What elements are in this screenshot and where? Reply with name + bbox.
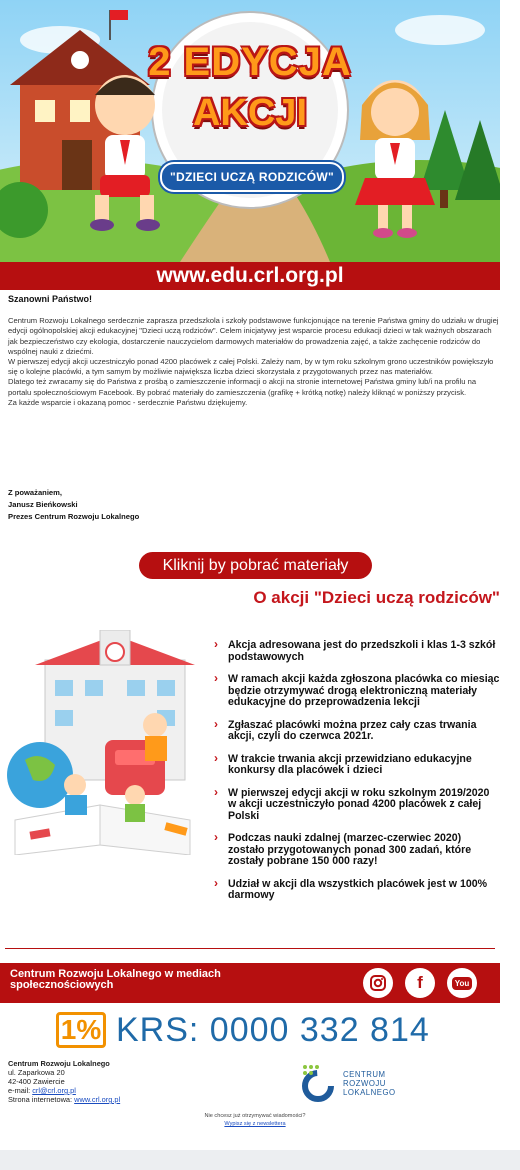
youtube-glyph: You [452,977,473,990]
footer-org-name: Centrum Rozwoju Lokalnego [8,1059,110,1068]
letter-paragraph: Za każde wsparcie i okazaną pomoc - serdecznie Państwu dziękujemy. [8,397,248,407]
letter-paragraph: Dlatego też zwracamy się do Państwa z prośbą o zamieszczenie informacji o akcji na stronie internetowej Państwa gminy lub/i na profilu na portalu społecznościowym Facebook. By pobrać materiały do zamieszczenia (grafikę + krótką notkę) należy kliknąć w poniższy przycisk. [8,377,477,397]
email-label: e-mail: [8,1086,33,1095]
about-title: O akcji "Dzieci uczą rodziców" [253,588,500,607]
section-divider [5,948,495,949]
footer-address [8,1059,120,1104]
letter-paragraph: W pierwszej edycji akcji uczestniczyło ponad 4200 placówek z całej Polski. Zależy nam, by w tym roku szkolnym grono uczestników powiększyło się o kolejne placówki, a tym samym by możliwie największa liczba dzieci skorzystała z przygotowanych przez nas materiałów. [8,357,494,377]
email-link[interactable]: crl@crl.org.pl [32,1086,76,1095]
letter-paragraph: Centrum Rozwoju Lokalnego serdecznie zaprasza przedszkola i szkoły podstawowe funkcjonujące na terenie Państwa gminy do udziału w drugiej edycji ogólnopolskiej akcji edukacyjnej "Dzieci uczą rodziców". Celem inicjatywy jest wsparcie procesu edukacji dzieci w tak ważnych obszarach jak bezpieczeństwo czy ekologia, dostarczenie nauczycielom darmowych materiałów do prowadzenia zajęć, a także zachęcenie rodziców do wspólnej nauki z dziećmi. [8,316,499,356]
greeting: Szanowni Państwo! [8,294,93,304]
sign-off: Z poważaniem, [8,488,63,497]
unsubscribe-question: Nie chcesz już otrzymywać wiadomości? [204,1113,306,1119]
list-item: › Podczas nauki zdalnej (marzec-czerwiec 2020) zostało przygotowanych ponad 300 zadań, które zostały pobrane 150 000 razy! [214,833,500,868]
list-item: › W ramach akcji każda zgłoszona placówka co miesiąc będzie otrzymywać drogą elektroniczną materiały edukacyjne do przeprowadzenia lekcji [214,674,500,709]
school-illustration [5,630,200,855]
signer-title: Prezes Centrum Rozwoju Lokalnego [8,512,140,521]
bottom-strip [0,1150,520,1170]
social-media-label: Centrum Rozwoju Lokalnego w mediach społecznościowych [10,968,221,991]
about-bullet-list [214,640,500,913]
logo-text [343,1070,396,1097]
website-link[interactable]: www.crl.org.pl [74,1095,121,1104]
footer-street: ul. Zaparkowa 20 [8,1068,65,1077]
signer-name: Janusz Bieńkowski [8,500,78,509]
banner-subtitle: "DZIECI UCZĄ RODZICÓW" [160,162,344,192]
unsubscribe-block [140,1112,370,1128]
campaign-url[interactable]: www.edu.crl.org.pl [0,262,500,290]
social-media-bar [0,963,500,1003]
letter-body [8,294,500,408]
instagram-icon[interactable] [363,968,393,998]
logo-text-line: CENTRUM [343,1070,386,1079]
footer-city: 42-400 Zawiercie [8,1077,65,1086]
list-item: › Udział w akcji dla wszystkich placówek jest w 100% darmowy [214,879,500,902]
one-percent-badge: 1% [56,1012,106,1048]
logo-text-line: LOKALNEGO [343,1088,396,1097]
footer-email-row [8,1086,120,1095]
youtube-icon[interactable] [447,968,477,998]
footer-website-row [8,1095,120,1104]
download-materials-button[interactable]: Kliknij by pobrać materiały [139,552,372,579]
list-item: › W pierwszej edycji akcji w roku szkolnym 2019/2020 w akcji uczestniczyło ponad 4200 placówek z całej Polski [214,788,500,823]
banner-title-line2: AKCJI [192,92,308,134]
list-item: › W trakcie trwania akcji przewidziano edukacyjne konkursy dla placówek i dzieci [214,754,500,777]
signature-block [8,487,139,523]
list-item: › Akcja adresowana jest do przedszkoli i klas 1-3 szkół podstawowych [214,640,500,663]
krs-number: KRS: 0000 332 814 [116,1011,430,1049]
website-label: Strona internetowa: [8,1095,75,1104]
list-item: › Zgłaszać placówki można przez cały czas trwania akcji, czyli do czerwca 2021r. [214,720,500,743]
facebook-icon[interactable]: f [405,968,435,998]
campaign-banner [0,0,500,262]
banner-title-line1: 2 EDYCJA [148,40,352,84]
unsubscribe-link[interactable]: Wypisz się z newslettera [224,1121,286,1127]
logo-text-line: ROZWOJU [343,1079,386,1088]
